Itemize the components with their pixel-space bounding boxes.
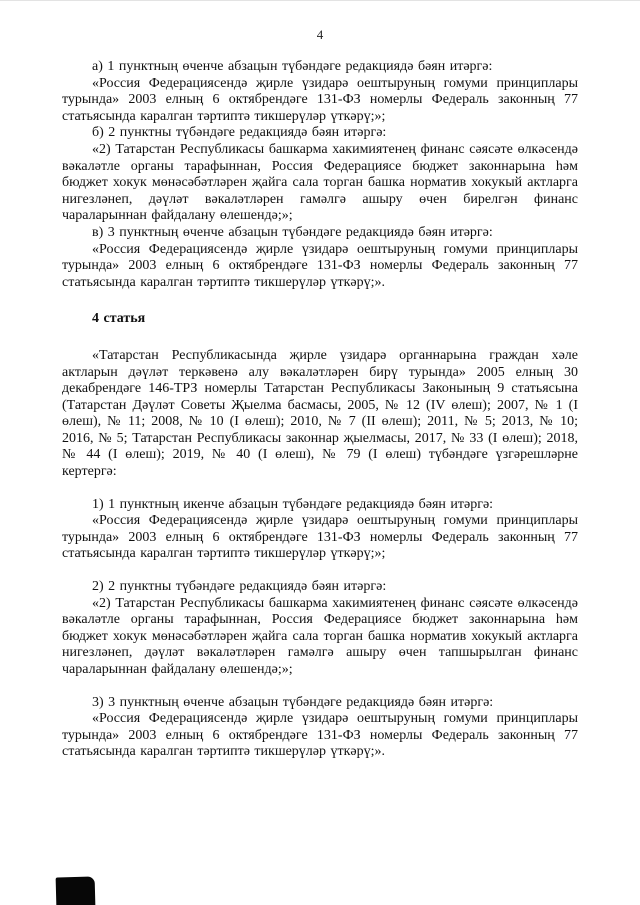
page-number: 4: [316, 27, 324, 42]
paragraph-quote-131fz: «Россия Федерациясендә җирле үзидарә оештыруның гомуми принциплары турында» 2003 елның 6 октябрендәге 131-ФЗ номерлы Федераль законның 77 статьясында каралган тәртиптә тикшерүләр үткәрү;».: [62, 241, 578, 290]
paragraph-quote-131fz: «Россия Федерациясендә җирле үзидарә оештыруның гомуми принциплары турында» 2003 елның 6 октябрендәге 131-ФЗ номерлы Федераль законның 77 статьясында каралган тәртиптә тикшерүләр үткәрү;».: [62, 711, 578, 760]
paragraph-item-3-intro: 3) 3 пунктның өченче абзацын түбәндәге редакциядә бәян итәргә:: [92, 694, 494, 710]
paragraph-item-v-intro: в) 3 пунктның өченче абзацын түбәндәге редакциядә бәян итәргә:: [92, 224, 493, 240]
paragraph-item-2-intro: 2) 2 пунктны түбәндәге редакциядә бәян итәргә:: [92, 579, 387, 595]
paragraph-law-reference: «Татарстан Республикасында җирле үзидарә органнарына граждан хәле актларын дәүләт теркәвенә алу вәкаләтләрен бирү турында» 2005 елның 30 декабрендәге 146-ТРЗ номерлы Татарстан Республикасы Законының 9 статьясына (Татарстан Дәүләт Советы Җыелма басмасы, 2005, № 12 (IV өлеш); 2007, № 1 (I өлеш), № 11; 2008, № 10 (I өлеш); 2010, № 7 (II өлеш); 2011, № 5; 2013, № 10; 2016, № 5; Татарстан Республикасы законнар җыелмасы, 2017, № 33 (I өлеш); 2018, № 44 (I өлеш); 2019, № 40 (I өлеш), № 79 (I өлеш) түбәндәге үзгәрешләрне кертергә:: [62, 347, 578, 480]
paragraph-item-b-intro: б) 2 пунктны түбәндәге редакциядә бәян итәргә:: [92, 125, 387, 141]
paragraph-quote-131fz: «Россия Федерациясендә җирле үзидарә оештыруның гомуми принциплары турында» 2003 елның 6 октябрендәге 131-ФЗ номерлы Федераль законның 77 статьясында каралган тәртиптә тикшерүләр үткәрү;»;: [62, 513, 578, 562]
scan-artifact: [56, 876, 96, 905]
paragraph-item-1-intro: 1) 1 пунктның икенче абзацын түбәндәге редакциядә бәян итәргә:: [92, 496, 494, 512]
paragraph-quote-131fz: «Россия Федерациясендә җирле үзидарә оештыруның гомуми принциплары турында» 2003 елның 6 октябрендәге 131-ФЗ номерлы Федераль законның 77 статьясында каралган тәртиптә тикшерүләр үткәрү;»;: [62, 75, 578, 124]
section-heading-article-4: 4 статья: [92, 311, 146, 327]
document-body: [62, 59, 578, 761]
paragraph-item-a-intro: а) 1 пунктның өченче абзацын түбәндәге редакциядә бәян итәргә:: [92, 59, 493, 74]
paragraph-quote-finance: «2) Татарстан Республикасы башкарма хакимиятенең финанс сәясәте өлкәсендә вәкаләтле органы тарафыннан, Россия Федерациясе бюджет законнарына һәм бюджет хокук мөнәсәбәтләрен җайга сала торган башка норматив хокукый актларга нигезләнеп, дәүләт вәкаләтләрен гамәлгә ашыру өчен тапшырылган финанс чараларыннан файдалану өлешендә;»;: [62, 595, 578, 677]
paragraph-quote-finance: «2) Татарстан Республикасы башкарма хакимиятенең финанс сәясәте өлкәсендә вәкаләтле органы тарафыннан, Россия Федерациясе бюджет законнарына һәм бюджет хокук мөнәсәбәтләрен җайга сала торган башка норматив хокукый актларга нигезләнеп, дәүләт вәкаләтләрен гамәлгә ашыру өчен бирелгән финанс чараларыннан файдалану өлешендә;»;: [62, 141, 578, 224]
